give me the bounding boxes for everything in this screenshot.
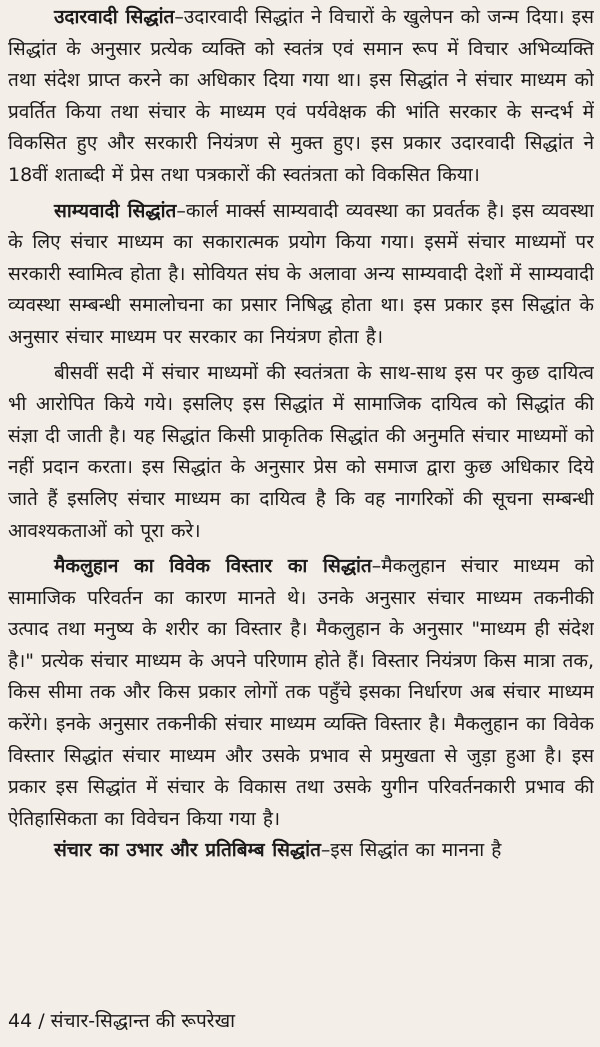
paragraph-text: बीसवीं सदी में संचार माध्यमों की स्वतंत्रता के साथ-साथ इस पर कुछ दायित्व भी आरोपित किये गये। इसलिए इस सिद्धांत में सामाजिक दायित्व को सिद्धांत की संज्ञा दी जाती है। यह सिद्धांत किसी प्राकृतिक सिद्धांत की अनुमति संचार माध्यमों को नहीं प्रदान करता। इस सिद्धांत के अनुसार प्रेस को समाज द्वारा कुछ अधिकार दिये जाते हैं इसलिए संचार माध्यम का दायित्व है कि वह नागरिकों की सूचना सम्बन्धी आवश्यकताओं को पूरा करे। xyxy=(8,361,594,542)
paragraph-term: संचार का उभार और प्रतिबिम्ब सिद्धांत xyxy=(54,839,321,862)
paragraph-term: उदारवादी सिद्धांत xyxy=(54,6,175,28)
paragraph-text: –उदारवादी सिद्धांत ने विचारों के खुलेपन को जन्म दिया। इस सिद्धांत के अनुसार प्रत्येक व्यक्ति को स्वतंत्र एवं समान रूप में विचार अभिव्यक्ति तथा संदेश प्राप्त करने का अधिकार दिया गया था। इस सिद्धांत ने संचार माध्यम को प्रवर्तित किया तथा संचार के माध्यम एवं पर्यवेक्षक की भांति सरकार के सन्दर्भ में विकसित हुए और सरकारी नियंत्रण से मुक्त हुए। इस प्रकार उदारवादी सिद्धांत ने 18वीं शताब्दी में प्रेस तथा पत्रकारों की स्वतंत्रता को विकसित किया। xyxy=(8,6,594,186)
paragraph-text: –इस सिद्धांत का मानना है xyxy=(320,839,502,862)
paragraph-social-responsibility xyxy=(8,358,594,548)
paragraph-communist-theory xyxy=(8,196,594,354)
paragraph-reflection-theory xyxy=(8,835,594,867)
paragraph-term: मैकलुहान का विवेक विस्तार का सिद्धांत xyxy=(54,555,372,578)
book-page xyxy=(8,2,594,1045)
paragraph-text: –मैकलुहान संचार माध्यम को सामाजिक परिवर्तन का कारण मानते थे। उनके अनुसार संचार माध्यम तकनीकी उत्पाद तथा मनुष्य के शरीर का विस्तार है। मैकलुहान के अनुसार "माध्यम ही संदेश है।" प्रत्येक संचार माध्यम के अपने परिणाम होते हैं। विस्तार नियंत्रण किस मात्रा तक, किस सीमा तक और किस प्रकार लोगों तक पहुँचे इसका निर्धारण अब संचार माध्यम करेंगे। इनके अनुसार तकनीकी संचार माध्यम व्यक्ति विस्तार है। मैकलुहान का विवेक विस्तार सिद्धांत संचार माध्यम और उसके प्रभाव से प्रमुखता से जुड़ा हुआ है। इस प्रकार इस सिद्धांत में संचार के विकास तथा उसके युगीन परिवर्तनकारी प्रभाव की ऐतिहासिकता का विवेचन किया गया है। xyxy=(8,555,594,830)
paragraph-text: –कार्ल मार्क्स साम्यवादी व्यवस्था का प्रवर्तक है। इस व्यवस्था के लिए संचार माध्यम का सकारात्मक प्रयोग किया गया। इसमें संचार माध्यमों पर सरकारी स्वामित्व होता है। सोवियत संघ के अलावा अन्य साम्यवादी देशों में साम्यवादी व्यवस्था सम्बन्धी समालोचना का प्रसार निषिद्ध होता था। इस प्रकार इस सिद्धांत के अनुसार संचार माध्यम पर सरकार का नियंत्रण होता है। xyxy=(8,199,594,348)
paragraph-term: साम्यवादी सिद्धांत xyxy=(54,199,177,222)
paragraph-mcluhan-theory xyxy=(8,551,594,835)
paragraph-liberal-theory xyxy=(8,2,594,192)
page-footer: 44 / संचार-सिद्धान्त की रूपरेखा xyxy=(8,1010,236,1032)
